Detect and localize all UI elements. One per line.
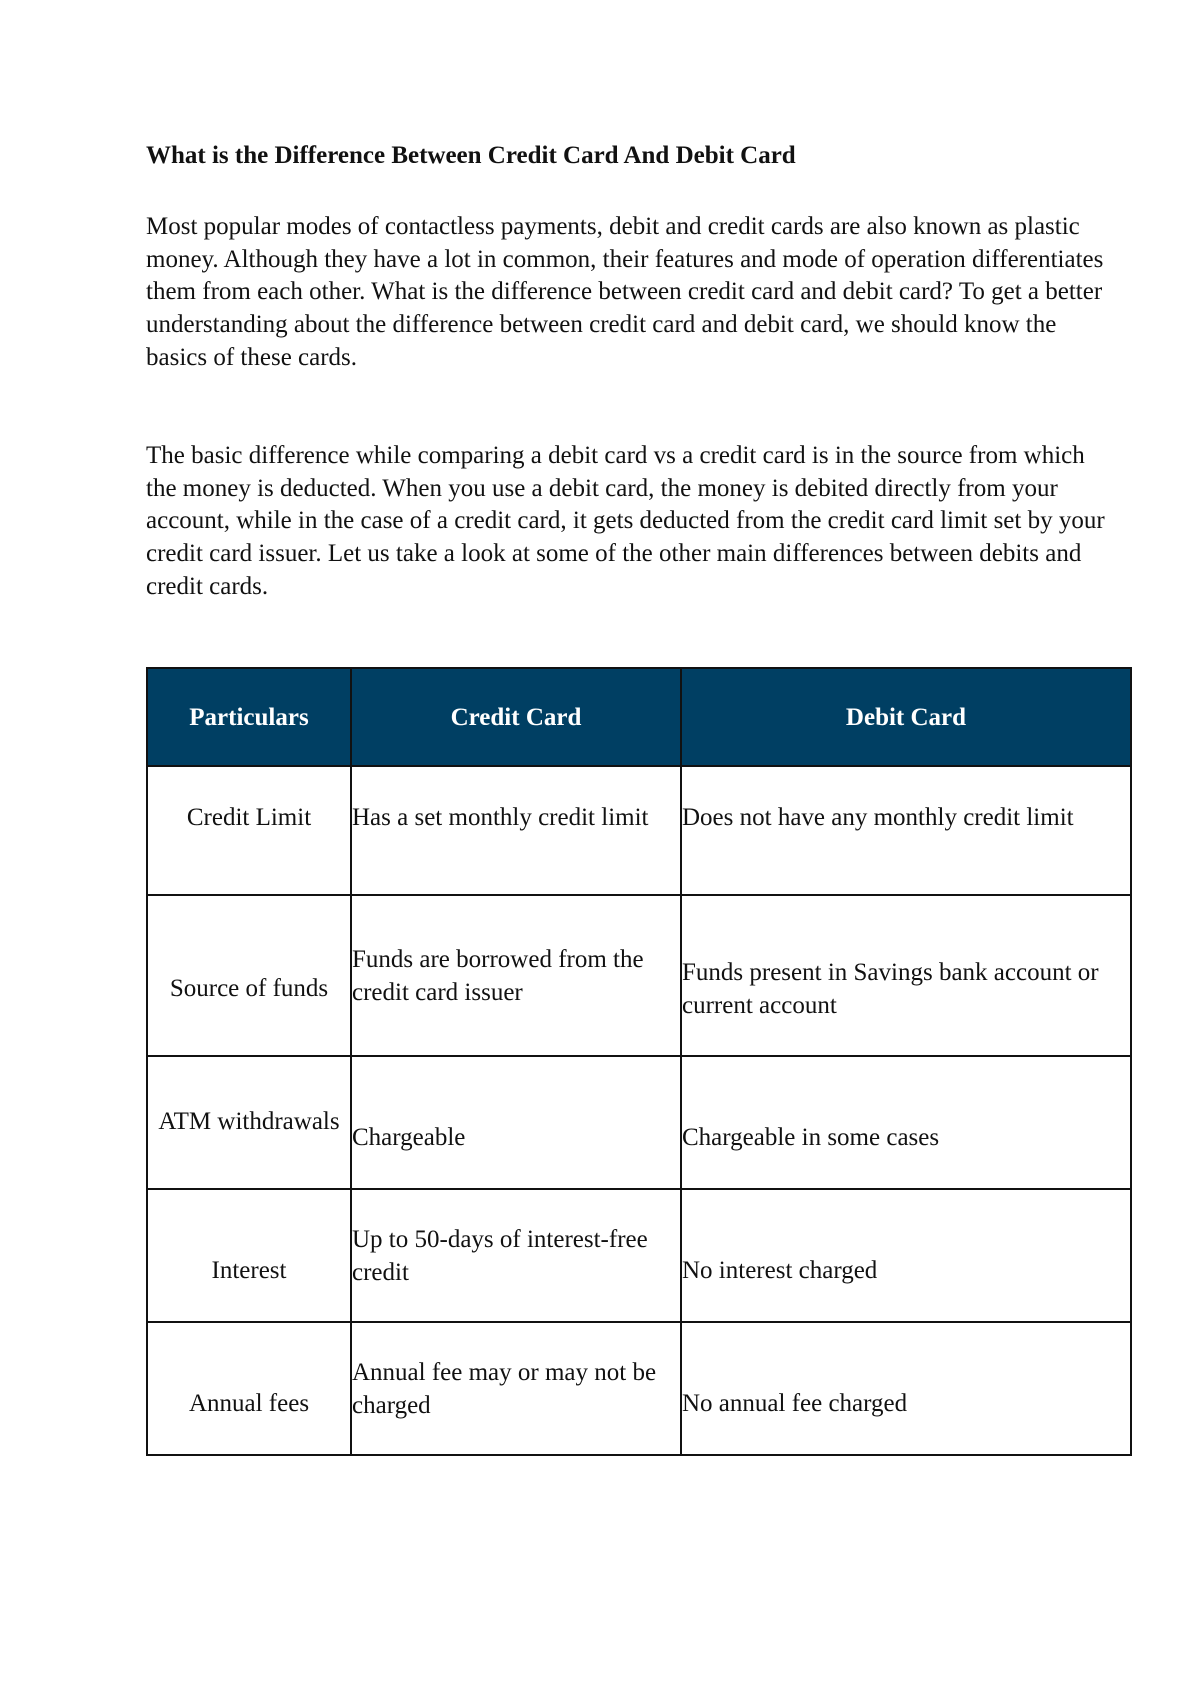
particular-cell: Credit Limit <box>147 766 351 895</box>
credit-cell: Chargeable <box>351 1056 681 1189</box>
header-credit-card: Credit Card <box>351 668 681 766</box>
table-row <box>147 1056 1131 1189</box>
credit-cell: Up to 50-days of interest-free credit <box>351 1189 681 1322</box>
particular-cell: Annual fees <box>147 1322 351 1455</box>
credit-cell: Has a set monthly credit limit <box>351 766 681 895</box>
table-row <box>147 1189 1131 1322</box>
comparison-table <box>146 667 1132 1456</box>
table-row <box>147 895 1131 1056</box>
particular-cell: Interest <box>147 1189 351 1322</box>
debit-cell: Chargeable in some cases <box>681 1056 1131 1189</box>
table-row <box>147 1322 1131 1455</box>
debit-cell: No interest charged <box>681 1189 1131 1322</box>
header-debit-card: Debit Card <box>681 668 1131 766</box>
particular-cell: Source of funds <box>147 895 351 1056</box>
table-header-row <box>147 668 1131 766</box>
credit-cell: Funds are borrowed from the credit card issuer <box>351 895 681 1056</box>
particular-cell: ATM withdrawals <box>147 1056 351 1189</box>
debit-cell: Does not have any monthly credit limit <box>681 766 1131 895</box>
document-title: What is the Difference Between Credit Card And Debit Card <box>146 142 796 169</box>
credit-cell: Annual fee may or may not be charged <box>351 1322 681 1455</box>
table-row <box>147 766 1131 895</box>
intro-paragraph: Most popular modes of contactless payments, debit and credit cards are also known as plastic money. Although they have a lot in common, their features and mode of operation differentiates them from each other. What is the difference between credit card and debit card? To get a better understanding about the difference between credit card and debit card, we should know the basics of these cards. <box>146 213 1104 371</box>
difference-paragraph: The basic difference while comparing a debit card vs a credit card is in the source from which the money is deducted. When you use a debit card, the money is debited directly from your account, while in the case of a credit card, it gets deducted from the credit card limit set by your credit card issuer. Let us take a look at some of the other main differences between debits and credit cards. <box>146 442 1105 600</box>
header-particulars: Particulars <box>147 668 351 766</box>
debit-cell: Funds present in Savings bank account or current account <box>681 895 1131 1056</box>
debit-cell: No annual fee charged <box>681 1322 1131 1455</box>
